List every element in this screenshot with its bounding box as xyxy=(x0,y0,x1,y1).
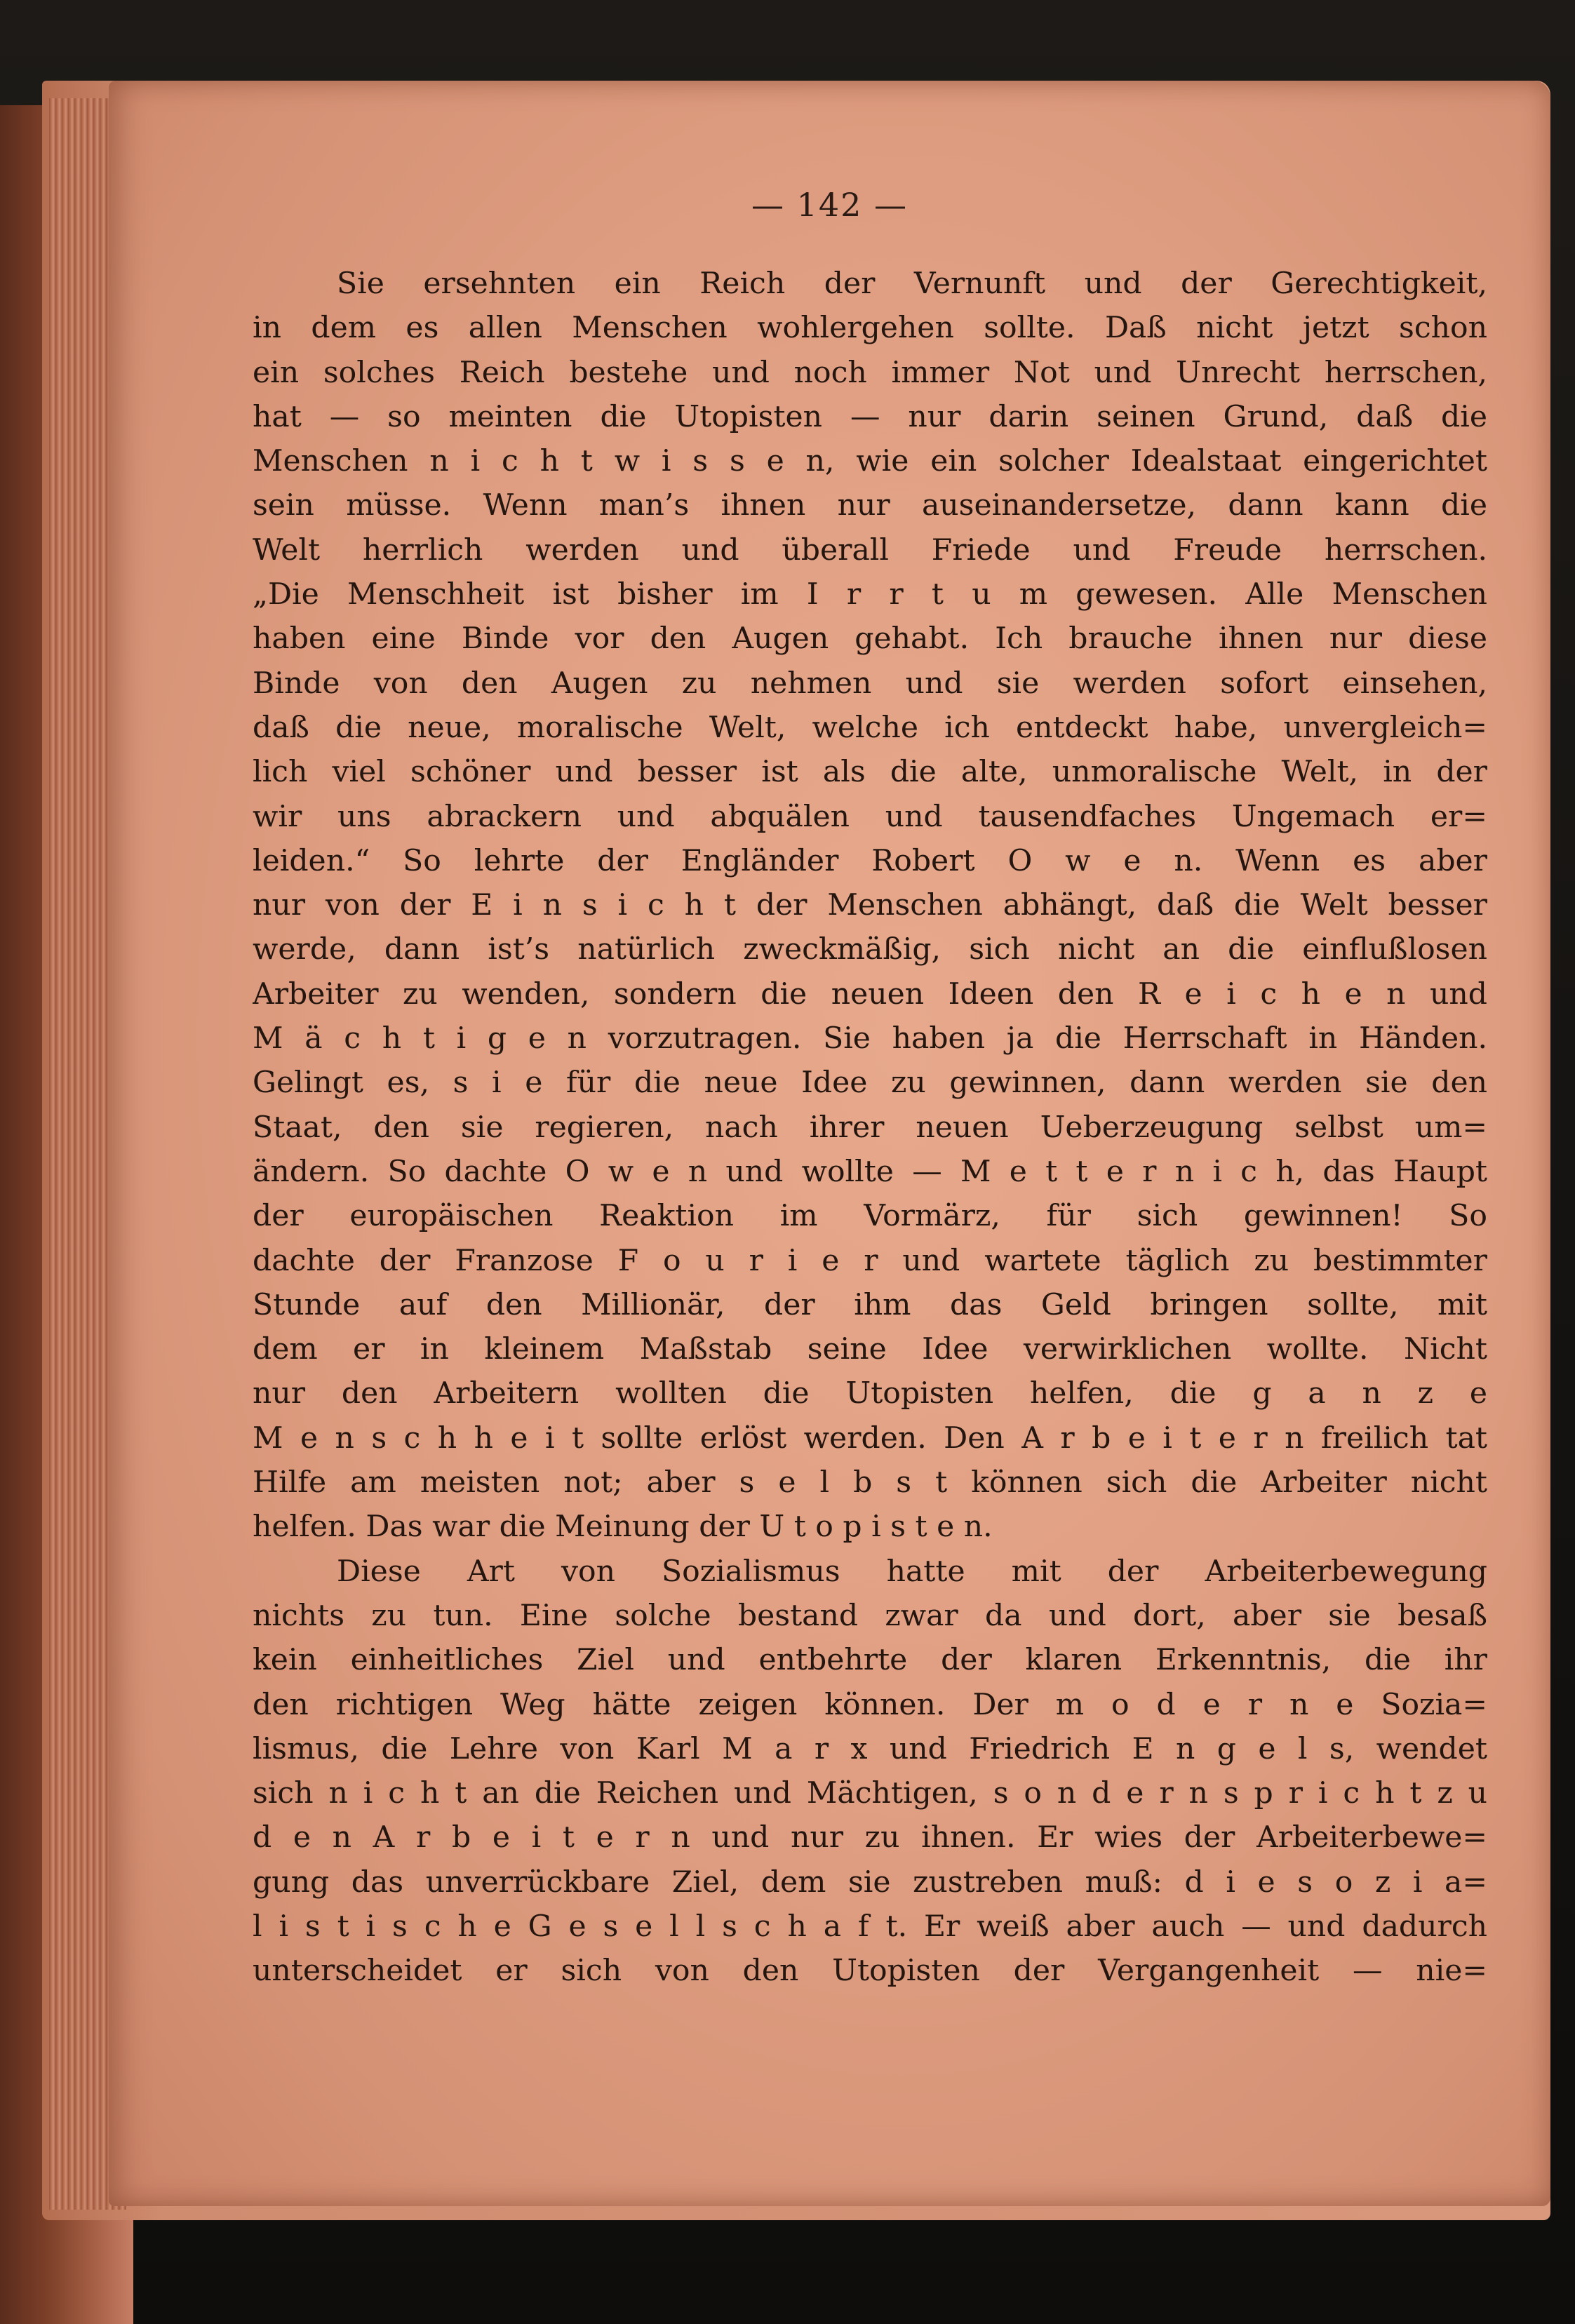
text-line: der europäischen Reaktion im Vormärz, für sich gewinnen! So xyxy=(253,1199,1487,1234)
text-line: M e n s c h h e i t sollte erlöst werden. Den A r b e i t e r n freilich tat xyxy=(253,1420,1487,1456)
text-line: Hilfe am meisten not; aber s e l b s t können sich die Arbeiter nicht xyxy=(253,1465,1487,1500)
text-line: nur den Arbeitern wollten die Utopisten helfen, die g a n z e xyxy=(253,1376,1487,1411)
text-line: in dem es allen Menschen wohlergehen sollte. Daß nicht jetzt schon xyxy=(253,311,1487,346)
text-line: M ä c h t i g e n vorzutragen. Sie haben ja die Herrschaft in Händen. xyxy=(253,1021,1487,1056)
text-line: sein müsse. Wenn man’s ihnen nur auseinandersetze, dann kann die xyxy=(253,488,1487,523)
paragraph-2 xyxy=(253,1550,1487,1994)
text-line: d e n A r b e i t e r n und nur zu ihnen. Er wies der Arbeiterbewe= xyxy=(253,1820,1487,1855)
text-line: ein solches Reich bestehe und noch immer Not und Unrecht herrschen, xyxy=(253,355,1487,390)
text-line: den richtigen Weg hätte zeigen können. Der m o d e r n e Sozia= xyxy=(253,1687,1487,1722)
text-line: Stunde auf den Millionär, der ihm das Geld bringen sollte, mit xyxy=(253,1287,1487,1322)
text-line: l i s t i s c h e G e s e l l s c h a f t. Er weiß aber auch — und dadurch xyxy=(253,1909,1487,1944)
text-line: dem er in kleinem Maßstab seine Idee verwirklichen wollte. Nicht xyxy=(253,1332,1487,1367)
text-line: hat — so meinten die Utopisten — nur darin seinen Grund, daß die xyxy=(253,399,1487,434)
text-line: dachte der Franzose F o u r i e r und wartete täglich zu bestimmter xyxy=(253,1243,1487,1278)
text-line: Sie ersehnten ein Reich der Vernunft und der Gerechtigkeit, xyxy=(337,267,1487,301)
text-line: Diese Art von Sozialismus hatte mit der Arbeiterbewegung xyxy=(337,1554,1487,1589)
text-line: werde, dann ist’s natürlich zweckmäßig, sich nicht an die einflußlosen xyxy=(253,932,1487,967)
text-line: daß die neue, moralische Welt, welche ich entdeckt habe, unvergleich= xyxy=(253,710,1487,745)
text-line: haben eine Binde vor den Augen gehabt. Ich brauche ihnen nur diese xyxy=(253,622,1487,657)
text-line: helfen. Das war die Meinung der U t o p i s t e n. xyxy=(253,1510,993,1545)
text-line: Welt herrlich werden und überall Friede und Freude herrschen. xyxy=(253,532,1487,567)
text-line: Gelingt es, s i e für die neue Idee zu gewinnen, dann werden sie den xyxy=(253,1066,1487,1101)
text-line: lismus, die Lehre von Karl M a r x und Friedrich E n g e l s, wendet xyxy=(253,1731,1487,1766)
text-line: Staat, den sie regieren, nach ihrer neuen Ueberzeugung selbst um= xyxy=(253,1110,1487,1145)
text-line: kein einheitliches Ziel und entbehrte der klaren Erkenntnis, die ihr xyxy=(253,1643,1487,1678)
body-text xyxy=(253,262,1487,1994)
text-line: „Die Menschheit ist bisher im I r r t u m gewesen. Alle Menschen xyxy=(253,577,1487,612)
text-line: nur von der E i n s i c h t der Menschen abhängt, daß die Welt besser xyxy=(253,888,1487,923)
text-line: sich n i c h t an die Reichen und Mächtigen, s o n d e r n s p r i c h t z u xyxy=(253,1776,1487,1811)
text-line: ändern. So dachte O w e n und wollte — M e t t e r n i c h, das Haupt xyxy=(253,1154,1487,1189)
paragraph-1 xyxy=(253,262,1487,1550)
page-number: — 142 — xyxy=(751,186,909,224)
text-line: Binde von den Augen zu nehmen und sie werden sofort einsehen, xyxy=(253,666,1487,701)
text-line: Arbeiter zu wenden, sondern die neuen Ideen den R e i c h e n und xyxy=(253,976,1487,1012)
text-line: Menschen n i c h t w i s s e n, wie ein solcher Idealstaat eingerichtet xyxy=(253,444,1487,479)
book-page xyxy=(109,81,1550,2206)
text-line: nichts zu tun. Eine solche bestand zwar da und dort, aber sie besaß xyxy=(253,1598,1487,1633)
text-line: wir uns abrackern und abquälen und tausendfaches Ungemach er= xyxy=(253,799,1487,834)
text-line: leiden.“ So lehrte der Engländer Robert O w e n. Wenn es aber xyxy=(253,843,1487,878)
text-line: lich viel schöner und besser ist als die alte, unmoralische Welt, in der xyxy=(253,755,1487,790)
text-line: gung das unverrückbare Ziel, dem sie zustreben muß: d i e s o z i a= xyxy=(253,1865,1487,1900)
text-line: unterscheidet er sich von den Utopisten der Vergangenheit — nie= xyxy=(253,1954,1487,1989)
